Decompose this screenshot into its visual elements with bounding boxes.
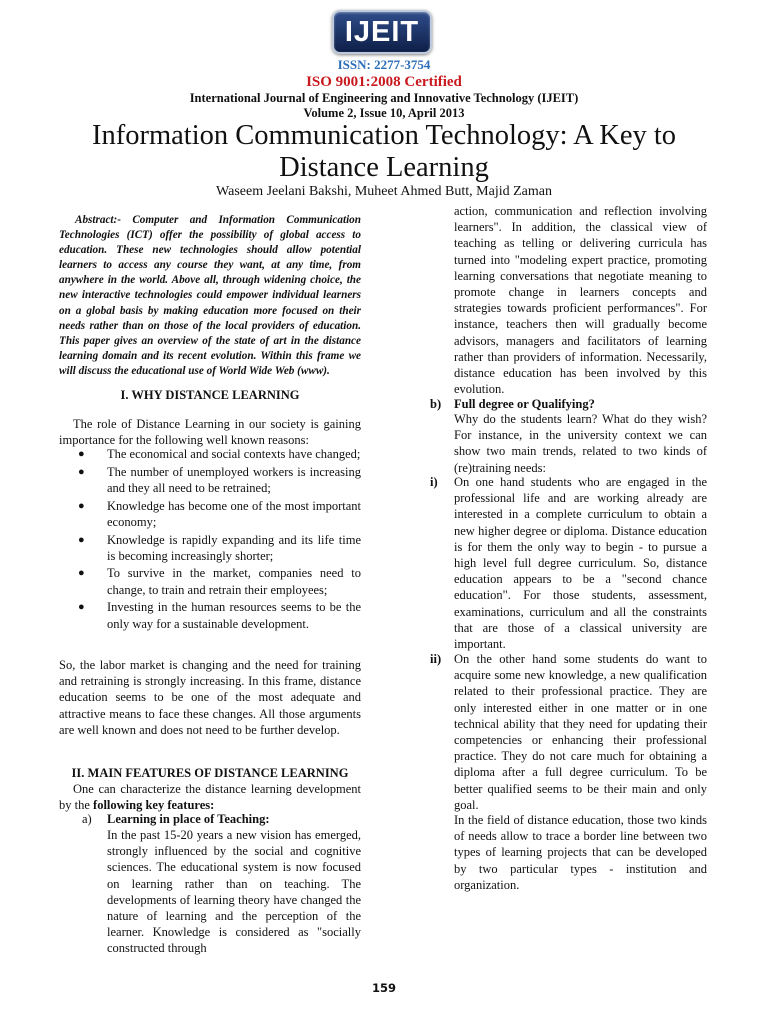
list-item-text: Knowledge is rapidly expanding and its life time is becoming increasingly shorter; (107, 532, 361, 563)
bullet-icon: ● (78, 533, 85, 546)
journal-name: International Journal of Engineering and Innovative Technology (IJEIT) (189, 91, 579, 105)
logo-text: IJEIT (344, 15, 420, 48)
section-heading-why-distance-learning: I. WHY DISTANCE LEARNING (120, 388, 300, 402)
list-item-text: To survive in the market, companies need to change, to train and retrain their employees; (107, 566, 361, 597)
list-item (78, 464, 361, 496)
item-a-marker: a) (82, 812, 92, 826)
item-b-title: Full degree or Qualifying? (454, 397, 595, 411)
item-b-body: Why do the students learn? What do they wish? For instance, in the university context we can show two main trends, related to two kinds of (re)training needs: (454, 412, 707, 475)
bullet-icon: ● (78, 499, 85, 512)
item-b-marker: b) (430, 397, 442, 411)
authors: Waseem Jeelani Bakshi, Muheet Ahmed Butt, Majid Zaman (216, 184, 552, 199)
list-item (78, 498, 361, 530)
closing-paragraph: In the field of distance education, those two kinds of needs allow to trace a border line between two types of learning projects that can be developed by two particular types - institution and organization. (454, 813, 707, 892)
section2-intro (59, 781, 361, 813)
list-item (78, 532, 361, 564)
bullet-icon: ● (78, 448, 85, 460)
title-line-2: Distance Learning (279, 152, 489, 183)
item-ii-body: On the other hand some students do want to acquire some new knowledge, a new qualification related to their professional practice. They are only interested either in one matter or in one technical ability that they need for updating their competencies or enhancing their professional practice. They do not care much for obtaining a diploma after a full degree curriculum. To be better qualified seems to be their main and only goal. (454, 652, 707, 812)
section2-intro-text: One can characterize the distance learning development by the (59, 782, 361, 813)
list-item-text: Knowledge has become one of the most important economy; (107, 498, 361, 529)
right-column-continuation: action, communication and reflection involving learners". In addition, the classical view of teaching as telling or delivering curricula has turned into "modeling expert practice, promoting learning conversations that negotiate meaning to promote change in learners concepts and strategies towards proficient performances". For instance, teachers then will gradually become advisors, managers and facilitators of learning rather than providers of information. Necessarily, distance education has been involved by this evolution. (454, 204, 707, 397)
item-a-title: Learning in place of Teaching: (107, 812, 270, 826)
list-item (78, 446, 361, 462)
article-title (0, 120, 768, 184)
abstract: Abstract:- Computer and Information Communication Technologies (ICT) offer the possibility of global access to education. These new technologies should allow potential learners to access any course they want, at any time, from anywhere in the world. Above all, through widening choice, the new interactive technologies could empower individual learners on a global basis by making education more focused on their needs rather than on those of the local providers of education. This paper gives an overview of the state of art in the distance learning domain and its recent evolution. Within this frame we will discuss the educational use of World Wide Web (www). (59, 214, 361, 377)
title-line-1: Information Communication Technology: A Key to (91, 120, 677, 151)
list-item-text: Investing in the human resources seems to be the only way for a sustainable development. (107, 600, 361, 631)
item-a-body: In the past 15-20 years a new vision has emerged, strongly influenced by the social and cognitive sciences. The educational system is now focused on learning rather than on teaching. The developments of learning theory have changed the nature of learning and the perception of the learner. Knowledge is considered as "socially constructed through (107, 828, 361, 956)
item-i-marker: i) (430, 475, 438, 489)
section-heading-main-features: II. MAIN FEATURES OF DISTANCE LEARNING (71, 766, 349, 780)
journal-logo (332, 10, 432, 54)
bullet-icon: ● (78, 601, 85, 614)
list-item (78, 599, 361, 631)
reasons-list (78, 446, 361, 633)
section2-intro-bold: following key features: (93, 798, 215, 813)
issn-line: ISSN: 2277-3754 (337, 57, 431, 72)
iso-certification: ISO 9001:2008 Certified (306, 74, 462, 90)
list-item (78, 565, 361, 597)
list-item-text: The economical and social contexts have changed; (107, 447, 361, 461)
item-ii-marker: ii) (430, 652, 442, 666)
section1-paragraph-2: So, the labor market is changing and the need for training and retraining is strongly increasing. In this frame, distance education seems to be one of the most adequate and attractive means to face these changes. All those arguments are well known and does not need to be further develop. (59, 658, 361, 737)
bullet-icon: ● (78, 567, 85, 580)
volume-issue: Volume 2, Issue 10, April 2013 (303, 106, 465, 120)
section1-intro: The role of Distance Learning in our society is gaining importance for the following well known reasons: (59, 417, 361, 448)
bullet-icon: ● (78, 465, 85, 478)
item-i-body: On one hand students who are engaged in the professional life and are working already are interested in a complete curriculum to obtain a new higher degree or diploma. Distance education is for them the only way to begin - to pursue a high level full degree curriculum. So, distance education appears to be a "second chance education". For those students, assessment, examinations, curriculum and all the constraints that are those of a classical university are important. (454, 475, 707, 652)
page-number: 159 (371, 981, 396, 995)
list-item-text: The number of unemployed workers is increasing and they all need to be retrained; (107, 464, 361, 495)
